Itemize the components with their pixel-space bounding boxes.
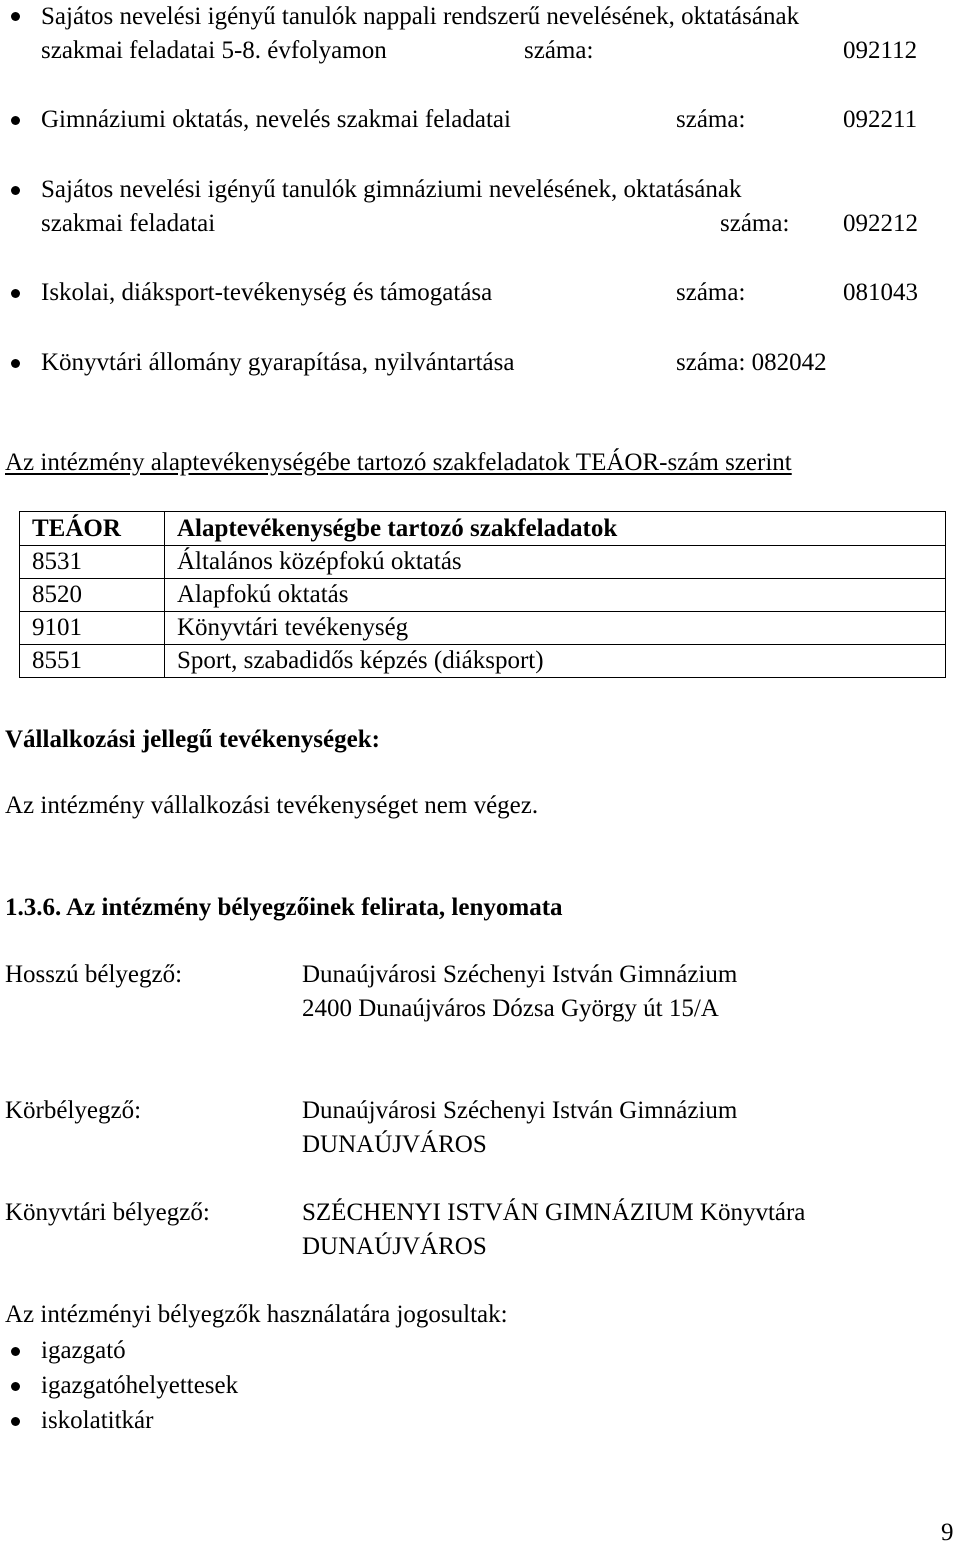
activity-label: száma: (676, 106, 746, 133)
table-header-cell: TEÁOR (20, 512, 165, 546)
activity-label: száma: 082042 (676, 349, 827, 376)
bullet-icon (11, 186, 20, 195)
teaor-table (19, 511, 946, 678)
bullet-icon (11, 116, 20, 125)
authorized-item: iskolatitkár (41, 1407, 154, 1434)
bullet-icon (11, 1417, 20, 1426)
teaor-activity-cell: Általános középfokú oktatás (165, 546, 946, 579)
activity-code: 092112 (843, 37, 918, 64)
authorized-heading: Az intézményi bélyegzők használatára jogosultak: (5, 1301, 508, 1328)
authorized-item: igazgató (41, 1337, 126, 1364)
teaor-heading: Az intézmény alaptevékenységébe tartozó szakfeladatok TEÁOR-szám szerint (5, 449, 792, 476)
teaor-code-cell: 8551 (20, 645, 165, 678)
stamp-text: Dunaújvárosi Széchenyi István Gimnázium (302, 961, 738, 988)
stamp-text: Dunaújvárosi Széchenyi István Gimnázium (302, 1097, 738, 1124)
stamps-heading: 1.3.6. Az intézmény bélyegzőinek felirata, lenyomata (5, 894, 563, 921)
activity-text: szakmai feladatai (41, 210, 216, 237)
stamp-label: Körbélyegző: (5, 1097, 142, 1124)
activity-label: száma: (524, 37, 594, 64)
stamp-label: Könyvtári bélyegző: (5, 1199, 210, 1226)
activity-code: 092212 (843, 210, 918, 237)
activity-text: Iskolai, diáksport-tevékenység és támogatása (41, 279, 493, 306)
page-number: 9 (941, 1519, 954, 1546)
activity-text: szakmai feladatai 5-8. évfolyamon (41, 37, 387, 64)
stamp-text: DUNAÚJVÁROS (302, 1233, 487, 1260)
activity-label: száma: (676, 279, 746, 306)
activity-text: Könyvtári állomány gyarapítása, nyilvántartása (41, 349, 515, 376)
bullet-icon (11, 12, 20, 21)
bullet-icon (11, 1382, 20, 1391)
activity-text: Sajátos nevelési igényű tanulók gimnáziumi nevelésének, oktatásának (41, 176, 742, 203)
bullet-icon (11, 359, 20, 368)
stamp-text: 2400 Dunaújváros Dózsa György út 15/A (302, 995, 719, 1022)
activity-text: Gimnáziumi oktatás, nevelés szakmai feladatai (41, 106, 511, 133)
authorized-item: igazgatóhelyettesek (41, 1372, 239, 1399)
bullet-icon (11, 1347, 20, 1356)
teaor-activity-cell: Könyvtári tevékenység (165, 612, 946, 645)
activity-code: 081043 (843, 279, 918, 306)
teaor-activity-cell: Alapfokú oktatás (165, 579, 946, 612)
table-row (20, 579, 946, 612)
business-text: Az intézmény vállalkozási tevékenységet nem végez. (5, 792, 539, 819)
stamp-text: DUNAÚJVÁROS (302, 1131, 487, 1158)
teaor-code-cell: 8531 (20, 546, 165, 579)
activity-text: Sajátos nevelési igényű tanulók nappali rendszerű nevelésének, oktatásának (41, 3, 800, 30)
stamp-text: SZÉCHENYI ISTVÁN GIMNÁZIUM Könyvtára (302, 1199, 806, 1226)
activity-label: száma: (720, 210, 790, 237)
teaor-activity-cell: Sport, szabadidős képzés (diáksport) (165, 645, 946, 678)
table-header-cell: Alaptevékenységbe tartozó szakfeladatok (165, 512, 946, 546)
stamp-label: Hosszú bélyegző: (5, 961, 183, 988)
table-row (20, 612, 946, 645)
teaor-code-cell: 8520 (20, 579, 165, 612)
table-row (20, 546, 946, 579)
business-heading: Vállalkozási jellegű tevékenységek: (5, 726, 380, 753)
table-header-row (20, 512, 946, 546)
bullet-icon (11, 289, 20, 298)
table-row (20, 645, 946, 678)
activity-code: 092211 (843, 106, 918, 133)
teaor-code-cell: 9101 (20, 612, 165, 645)
